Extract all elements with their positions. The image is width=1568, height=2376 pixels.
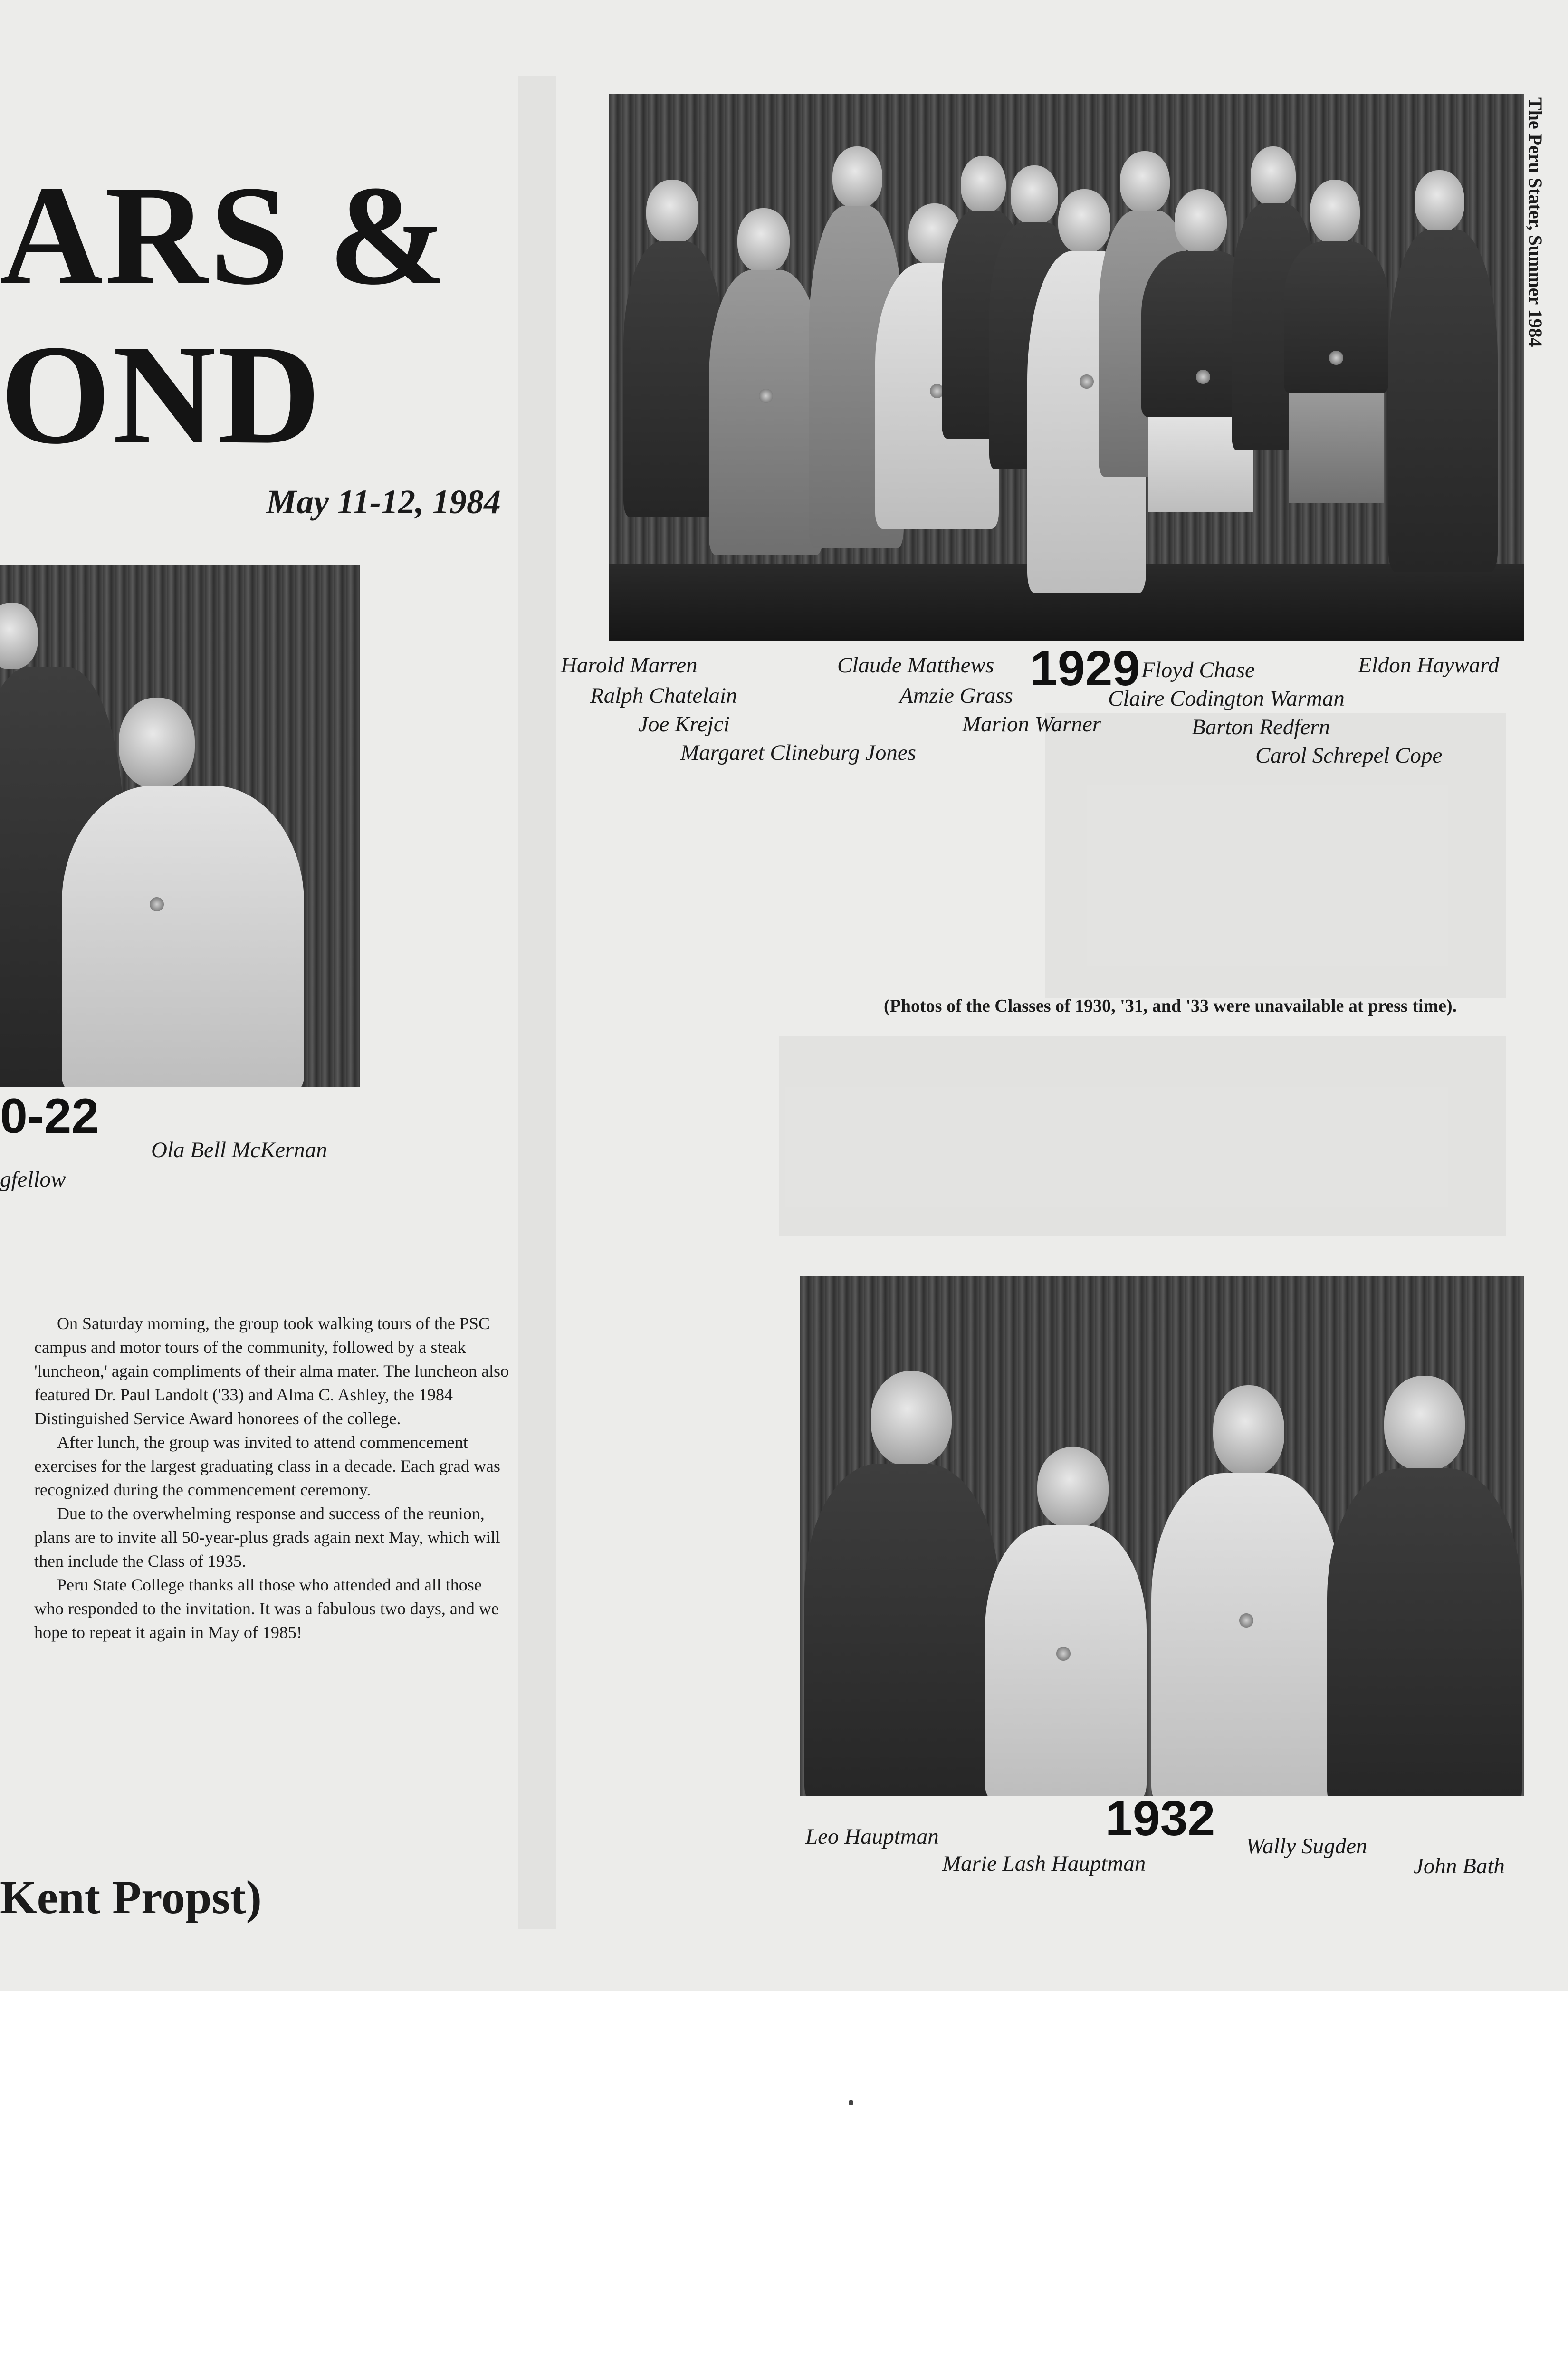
caption-1929-name: Harold Marren: [561, 653, 698, 678]
caption-1932-name: John Bath: [1414, 1854, 1505, 1878]
bleed-through-block: [779, 1036, 1506, 1236]
article-paragraph: Peru State College thanks all those who attended and all those who responded to the invitation. It was a fabulous two days, and we hope to repeat it again in May of 1985!: [34, 1575, 499, 1642]
caption-1929-name: Barton Redfern: [1192, 715, 1330, 739]
caption-left-name: Ola Bell McKernan: [151, 1138, 327, 1162]
caption-1932-name: Wally Sugden: [1246, 1834, 1367, 1859]
press-time-note: (Photos of the Classes of 1930, '31, and '33 were unavailable at press time).: [884, 996, 1457, 1016]
article-body: [34, 1312, 514, 1644]
caption-1932-name: Marie Lash Hauptman: [942, 1851, 1146, 1876]
running-head: [1523, 97, 1551, 364]
caption-left-name: gfellow: [0, 1167, 66, 1192]
headline-line-1: ARS &: [0, 156, 449, 314]
photo-class-1929: [609, 94, 1524, 641]
headline-line-2: OND: [0, 316, 323, 473]
caption-1932-name: Leo Hauptman: [805, 1824, 939, 1849]
article-paragraph: After lunch, the group was invited to attend commencement exercises for the largest graduating class in a decade. Each grad was recognized during the commencement ceremony.: [34, 1433, 500, 1499]
caption-1929-name: Claire Codington Warman: [1108, 686, 1345, 711]
caption-1929-name: Amzie Grass: [899, 683, 1013, 708]
photo-class-1932: [800, 1276, 1524, 1796]
caption-1929-name: Eldon Hayward: [1358, 653, 1500, 678]
scan-speck: [849, 2100, 853, 2105]
caption-1929-name: Claude Matthews: [837, 653, 994, 678]
byline: Kent Propst): [0, 1871, 262, 1924]
dateline: May 11-12, 1984: [266, 483, 501, 521]
year-label-1932: 1932: [1105, 1791, 1215, 1846]
caption-1929-name: Marion Warner: [962, 712, 1101, 737]
running-head-text: The Peru Stater, Summer 1984: [1525, 97, 1546, 347]
article-paragraph: Due to the overwhelming response and success of the reunion, plans are to invite all 50-year-plus grads again next May, which will then include the Class of 1935.: [34, 1504, 500, 1571]
caption-1929-name: Margaret Clineburg Jones: [680, 740, 917, 765]
year-label-1929: 1929: [1030, 641, 1140, 696]
caption-1929-name: Floyd Chase: [1141, 658, 1255, 682]
class-label-left: 0-22: [0, 1089, 99, 1144]
caption-1929-name: Joe Krejci: [638, 712, 730, 737]
caption-1929-name: Carol Schrepel Cope: [1255, 743, 1443, 768]
article-paragraph: On Saturday morning, the group took walking tours of the PSC campus and motor tours of the community, followed by a steak 'luncheon,' again compliments of their alma mater. The luncheon also featured Dr. Paul Landolt ('33) and Alma C. Ashley, the 1984 Distinguished Service Award honorees of the college.: [34, 1314, 509, 1428]
bleed-through-column: [518, 76, 556, 1929]
caption-1929-name: Ralph Chatelain: [590, 683, 737, 708]
photo-class-left: [0, 565, 360, 1087]
